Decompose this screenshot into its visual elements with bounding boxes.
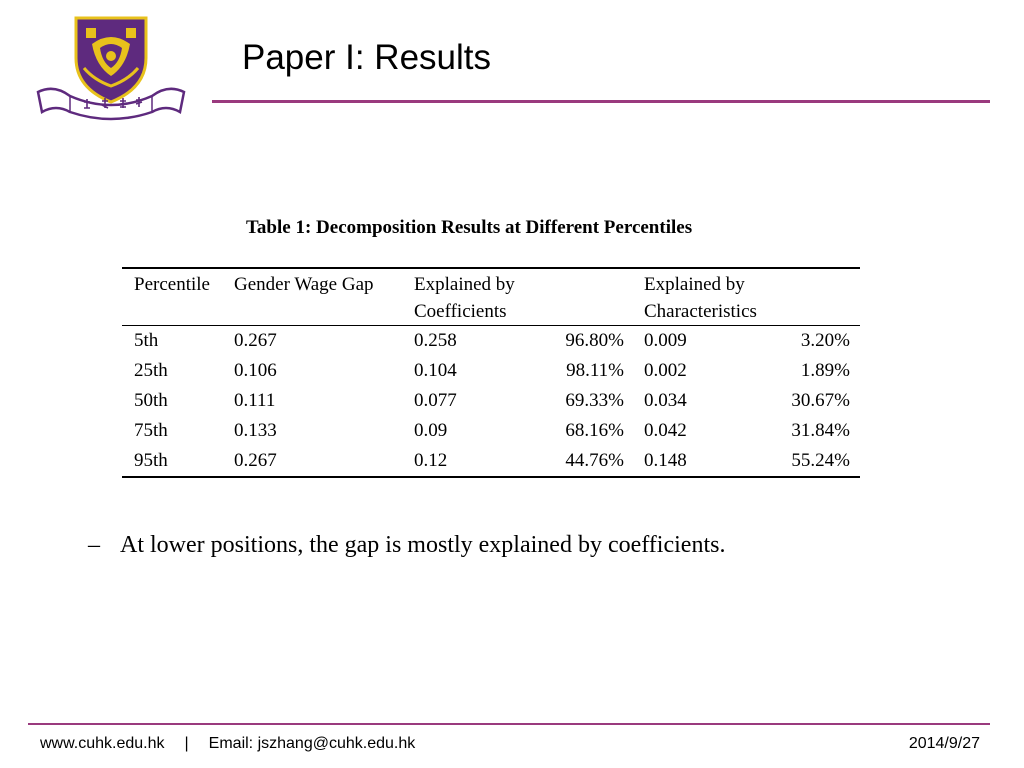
cell-coef: 0.258 — [414, 330, 457, 351]
cell-char-pct: 30.67% — [791, 390, 850, 411]
header-coef-line2: Coefficients — [414, 301, 507, 322]
cell-percentile: 75th — [134, 420, 168, 441]
cell-char: 0.009 — [644, 330, 687, 351]
header-char-line1: Explained by — [644, 274, 745, 295]
header-char-pct-blank — [772, 268, 860, 326]
cell-percentile: 95th — [122, 446, 222, 477]
cell-coef-pct: 44.76% — [538, 446, 632, 477]
cell-char: 0.148 — [632, 446, 772, 477]
table-row — [122, 356, 860, 386]
table-row — [122, 326, 860, 357]
cell-char: 0.002 — [644, 360, 687, 381]
cell-gap: 0.106 — [234, 360, 277, 381]
footer-separator: | — [184, 735, 189, 752]
cell-coef: 0.104 — [414, 360, 457, 381]
header-coef-line1: Explained by — [414, 274, 515, 295]
footer-left — [40, 733, 415, 755]
footer — [40, 733, 980, 755]
header-coef-pct-blank — [538, 268, 632, 326]
cell-gap: 0.267 — [234, 330, 277, 351]
results-table-container — [122, 267, 860, 478]
cell-coef: 0.12 — [402, 446, 538, 477]
website-link[interactable]: www.cuhk.edu.hk — [40, 735, 165, 752]
table-caption: Table 1: Decomposition Results at Different Percentiles — [246, 217, 693, 238]
decomposition-table — [122, 267, 860, 478]
header-gender-wage-gap: Gender Wage Gap — [222, 268, 402, 326]
cell-char-pct: 1.89% — [800, 360, 850, 381]
bullet-text: At lower positions, the gap is mostly explained by coefficients. — [120, 532, 726, 558]
cell-coef: 0.077 — [414, 390, 457, 411]
header-explained-coef — [402, 268, 538, 326]
cell-coef: 0.09 — [414, 420, 448, 441]
cell-coef-pct: 69.33% — [565, 390, 624, 411]
cell-char: 0.034 — [644, 390, 687, 411]
bullet-dash: – — [88, 532, 100, 558]
cell-coef-pct: 96.80% — [565, 330, 624, 351]
header-percentile: Percentile — [122, 268, 222, 326]
header-explained-char — [632, 268, 772, 326]
table-header-row — [122, 268, 860, 326]
footer-date: 2014/9/27 — [908, 735, 980, 752]
cell-char-pct: 31.84% — [791, 420, 850, 441]
cell-coef-pct: 98.11% — [566, 360, 624, 381]
table-row — [122, 386, 860, 416]
cell-char-pct: 3.20% — [800, 330, 850, 351]
cell-char: 0.042 — [644, 420, 687, 441]
cell-gap: 0.111 — [234, 390, 276, 411]
email-link[interactable]: Email: jszhang@cuhk.edu.hk — [208, 735, 416, 752]
university-crest-icon — [34, 14, 190, 122]
cell-percentile: 5th — [134, 330, 159, 351]
header-char-line2: Characteristics — [644, 301, 757, 322]
cell-coef-pct: 68.16% — [565, 420, 624, 441]
title-divider — [212, 100, 990, 103]
table-row — [122, 446, 860, 477]
table-row — [122, 416, 860, 446]
page-title: Paper I: Results — [242, 38, 491, 77]
bullet-point — [88, 528, 725, 562]
cell-char-pct: 55.24% — [772, 446, 860, 477]
cell-gap: 0.267 — [222, 446, 402, 477]
cell-percentile: 25th — [134, 360, 168, 381]
cell-gap: 0.133 — [234, 420, 277, 441]
cell-percentile: 50th — [134, 390, 168, 411]
footer-divider — [28, 723, 990, 725]
